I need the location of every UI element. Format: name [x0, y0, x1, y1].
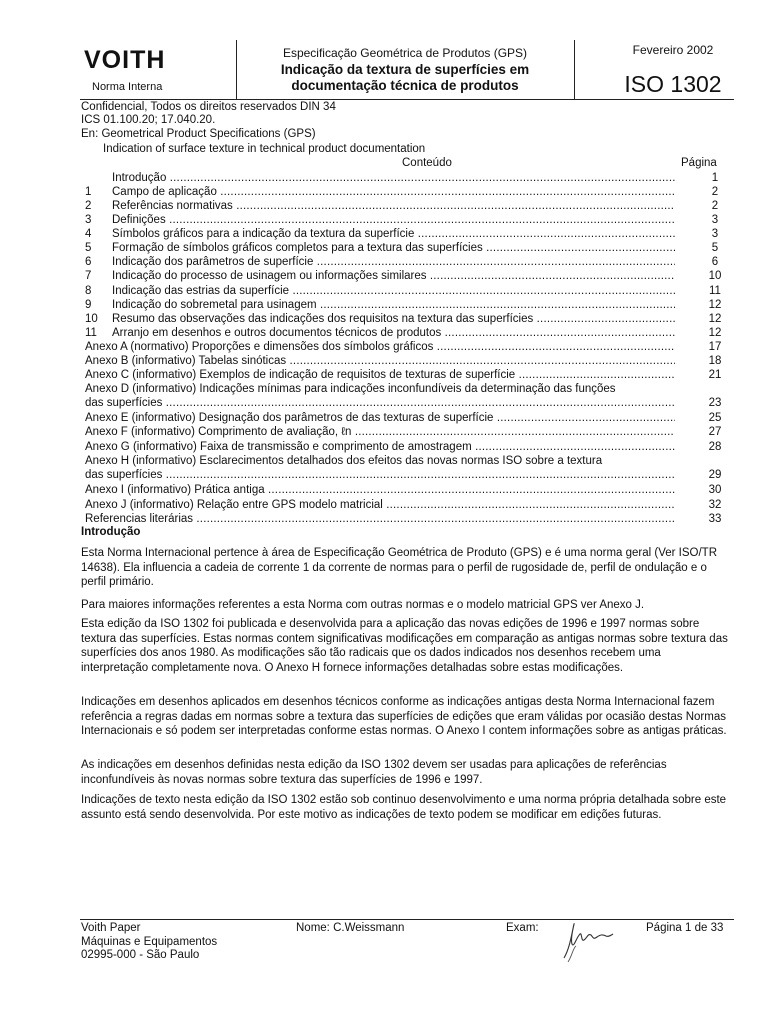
footer-rule	[80, 919, 734, 920]
toc-entry-title: Anexo A (normativo) Proporções e dimensões dos símbolos gráficos .....	[85, 340, 675, 354]
ics-line: ICS 01.100.20; 17.040.20.	[81, 114, 216, 126]
paragraph: As indicações em desenhos definidas nesta edição da ISO 1302 devem ser usadas para aplicações de referências inconfundíveis às novas normas sobre textura das superfícies de 1996 e 1997.	[81, 759, 667, 786]
toc-entry[interactable]	[85, 411, 730, 425]
toc-entry-page: 25	[708, 412, 722, 424]
toc-entry[interactable]	[85, 199, 730, 213]
toc-entry-page: 21	[708, 369, 722, 381]
paragraph: Esta Norma Internacional pertence à área de Especificação Geométrica de Produto (GPS) e é uma norma geral (Ver ISO/TR 14638). Ela influencia a cadeia de corrente 1 da corrente de normas para o perfil de rugosidade de, perfil de ondulação e o perfil primário.	[81, 547, 717, 589]
paragraph: Para maiores informações referentes a esta Norma com outras normas e o modelo matricial GPS ver Anexo J.	[81, 599, 645, 611]
doc-type-label: Norma Interna	[92, 81, 163, 93]
paragraph: Indicações em desenhos aplicados em desenhos técnicos conforme as indicações antigas desta Norma Internacional fazem referência a regras dadas em normas sobre a textura das superfícies de edições que eram válidas por ocasião destas Normas Internacionais e só podem ser interpretadas conforme estas normas. O Anexo I contem informações sobre as antigas práticas.	[81, 696, 727, 738]
toc-entry-page: 1	[711, 172, 719, 184]
toc-entry-number: 10	[85, 313, 98, 325]
header-divider-left	[236, 40, 237, 100]
toc-entry-title: das superfícies .....	[85, 396, 675, 410]
toc-entry-page: 23	[708, 397, 722, 409]
footer-author: Nome: C.Weissmann	[296, 922, 405, 934]
toc-entry-title: Anexo H (informativo) Esclarecimentos detalhados dos efeitos das novas normas ISO sobre a textura	[85, 455, 603, 467]
toc-page-header: Página	[681, 157, 717, 169]
header-divider-right	[574, 40, 575, 100]
toc-entry-title: Anexo I (informativo) Prática antiga .....	[85, 483, 675, 497]
toc-entry-page: 12	[708, 299, 722, 311]
toc-entry-number: 2	[85, 200, 92, 212]
toc-entry[interactable]	[85, 185, 730, 199]
toc-entry-title: Referências normativas .....	[112, 199, 675, 213]
company-logo: VOITH	[84, 46, 166, 74]
toc-entry[interactable]	[85, 396, 730, 410]
toc-entry[interactable]	[85, 440, 730, 454]
toc-entry[interactable]	[85, 213, 730, 227]
toc-entry-page: 10	[708, 270, 722, 282]
spec-line: Especificação Geométrica de Produtos (GPS)	[282, 46, 528, 60]
toc-entry-title: Anexo J (informativo) Relação entre GPS modelo matricial .....	[85, 498, 675, 512]
toc-entry-number: 5	[85, 242, 92, 254]
toc-entry[interactable]	[85, 382, 730, 396]
toc-entry-title: Referencias literárias .....	[85, 512, 675, 526]
toc-entry[interactable]	[85, 241, 730, 255]
toc-entry-page: 27	[708, 426, 722, 438]
toc-entry[interactable]	[85, 227, 730, 241]
doc-title-line1: Indicação da textura de superfícies em	[280, 62, 530, 77]
toc-entry-title: Anexo G (informativo) Faixa de transmissão e comprimento de amostragem .....	[85, 440, 675, 454]
standard-number: ISO 1302	[624, 71, 722, 97]
doc-title-line2: documentação técnica de produtos	[291, 78, 519, 93]
toc-entry[interactable]	[85, 171, 730, 185]
toc-entry-title: Indicação das estrias da superfície .....	[112, 284, 675, 298]
toc-entry[interactable]	[85, 354, 730, 368]
toc-entry[interactable]	[85, 312, 730, 326]
toc-entry-title: das superfícies .....	[85, 468, 675, 482]
toc-entry[interactable]	[85, 483, 730, 497]
paragraph: Esta edição da ISO 1302 foi publicada e desenvolvida para a aplicação das novas edições de 1996 e 1997 normas sobre textura das superfícies. Estas normas contem significativas modificações em comparação as antigas normas sobre textura das superfícies dos anos 1980. As modificações são tão radicais que os dados indicados nos desenhos recebem uma interpretação completamente nova. O Anexo H fornece informações detalhadas sobre estas modificações.	[81, 618, 728, 674]
toc-entry-title: Indicação dos parâmetros de superfície .....	[112, 255, 675, 269]
toc-entry[interactable]	[85, 368, 730, 382]
toc-entry-title: Introdução .....	[112, 171, 675, 185]
toc-entry-page: 5	[711, 242, 719, 254]
toc-entry-page: 33	[708, 513, 722, 525]
toc-entry-title: Arranjo em desenhos e outros documentos técnicos de produtos .....	[112, 326, 675, 340]
toc-entry-page: 12	[708, 327, 722, 339]
toc-entry[interactable]	[85, 326, 730, 340]
toc-entry[interactable]	[85, 284, 730, 298]
toc-entry-number: 6	[85, 256, 92, 268]
toc-entry[interactable]	[85, 298, 730, 312]
signature-icon	[560, 918, 616, 964]
toc-entry[interactable]	[85, 425, 730, 439]
toc-entry-number: 4	[85, 228, 92, 240]
toc-entry-title: Campo de aplicação .....	[112, 185, 675, 199]
toc-contents-header: Conteúdo	[402, 157, 452, 169]
doc-title	[240, 62, 570, 94]
footer-company-division: Máquinas e Equipamentos	[81, 935, 218, 948]
toc-entry-title: Símbolos gráficos para a indicação da textura da superfície .....	[112, 227, 675, 241]
toc-entry-page: 11	[709, 285, 721, 297]
toc-entry-page: 32	[708, 499, 722, 511]
toc-entry-number: 7	[85, 270, 92, 282]
toc-entry-page: 18	[708, 355, 722, 367]
footer-company-name: Voith Paper	[81, 922, 141, 934]
footer-company-address: 02995-000 - São Paulo	[81, 949, 200, 961]
toc-entry-title: Formação de símbolos gráficos completos para a textura das superfícies .....	[112, 241, 675, 255]
english-title-line: En: Geometrical Product Specifications (GPS)	[81, 128, 316, 140]
footer-exam-label: Exam:	[506, 922, 539, 934]
toc-entry[interactable]	[85, 498, 730, 512]
toc-entry-title: Anexo D (informativo) Indicações mínimas para indicações inconfundíveis da determinação das funções	[85, 383, 616, 395]
toc-entry-page: 6	[711, 256, 719, 268]
footer-company	[81, 922, 217, 963]
toc-entry[interactable]	[85, 512, 730, 526]
toc-entry[interactable]	[85, 269, 730, 283]
toc-entry-title: Anexo C (informativo) Exemplos de indicação de requisitos de texturas de superfície .....	[85, 368, 675, 382]
toc-entry-title: Resumo das observações das indicações dos requisitos na textura das superfícies .....	[112, 312, 675, 326]
toc-entry-number: 8	[85, 285, 92, 297]
toc-entry-title: Indicação do processo de usinagem ou informações similares .....	[112, 269, 675, 283]
toc-entry-title: Indicação do sobremetal para usinagem .....	[112, 298, 675, 312]
toc-entry-number: 1	[85, 186, 92, 198]
toc-entry-number: 3	[85, 214, 92, 226]
toc-entry-page: 3	[711, 214, 719, 226]
toc-entry-title: Definições .....	[112, 213, 675, 227]
section-heading-introducao: Introdução	[81, 526, 141, 538]
toc-entry-title: Anexo E (informativo) Designação dos parâmetros de das texturas de superfície .....	[85, 411, 675, 425]
toc-entry-page: 2	[711, 200, 719, 212]
toc-entry-page: 12	[708, 313, 722, 325]
english-subtitle-line: Indication of surface texture in technical product documentation	[103, 143, 426, 155]
toc-entry-page: 3	[711, 228, 719, 240]
toc-entry-page: 30	[708, 484, 722, 496]
doc-date: Fevereiro 2002	[632, 43, 714, 57]
toc-entry[interactable]	[85, 255, 730, 269]
toc-entry-title: Anexo F (informativo) Comprimento de avaliação, ℓn .....	[85, 425, 675, 439]
confidential-line: Confidencial, Todos os direitos reservados DIN 34	[81, 101, 336, 113]
header-bottom-rule	[80, 99, 734, 100]
toc-entry-page: 2	[711, 186, 719, 198]
toc-entry[interactable]	[85, 340, 730, 354]
paragraph: Indicações de texto nesta edição da ISO 1302 estão sob continuo desenvolvimento e uma norma própria detalhada sobre este assunto está sendo desenvolvida. Por este motivo as indicações de texto podem se modificar em edições futuras.	[81, 794, 727, 821]
toc-entry-page: 28	[708, 441, 722, 453]
toc-entry[interactable]	[85, 454, 730, 468]
toc-entry-number: 9	[85, 299, 92, 311]
toc-entry[interactable]	[85, 468, 730, 482]
page-number: Página 1 de 33	[646, 922, 724, 934]
toc-entry-page: 29	[708, 469, 722, 481]
toc-entry-title: Anexo B (informativo) Tabelas sinóticas .....	[85, 354, 675, 368]
toc-entry-number: 11	[85, 327, 97, 339]
toc-entry-page: 17	[708, 341, 722, 353]
